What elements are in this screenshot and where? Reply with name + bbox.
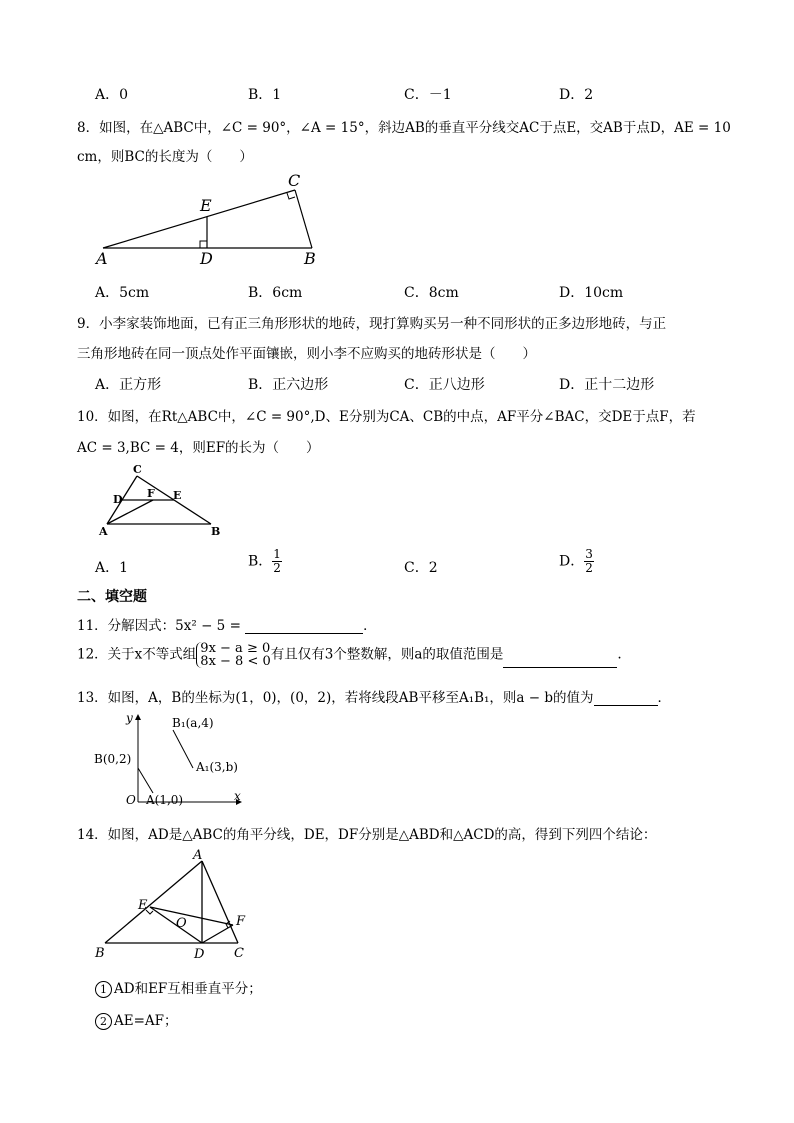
q13-label-b: B(0,2) <box>94 752 132 766</box>
q13-label-b1: B₁(a,4) <box>172 716 214 730</box>
q11-text: 11．分解因式：5x² − 5 = <box>77 618 246 634</box>
q8-option-a: A．5cm <box>95 285 150 301</box>
q11 <box>77 614 377 634</box>
q8-figure <box>90 168 330 268</box>
q9-option-c: C．正八边形 <box>404 377 485 393</box>
q9-option-d: D．正十二边形 <box>559 377 655 393</box>
q10-label-d: D <box>113 493 123 506</box>
denominator: 2 <box>585 561 593 575</box>
q10-option-d-fraction <box>584 548 594 575</box>
q14-label-c: C <box>234 946 244 961</box>
q10-figure <box>95 462 230 542</box>
q8-label-e: E <box>200 196 212 215</box>
q9-stem-line2: 三角形地砖在同一顶点处作平面镶嵌，则小李不应购买的地砖形状是（ ） <box>77 346 536 362</box>
q10-option-b <box>248 548 282 575</box>
q10-option-a: A．1 <box>95 560 129 576</box>
q14-label-f: F <box>236 914 246 929</box>
q13-figure <box>90 708 250 810</box>
circled-number: 1 <box>95 981 112 998</box>
q14-stem: 14．如图，AD是△ABC的角平分线，DE，DF分别是△ABD和△ACD的高，得到下列四个结论： <box>77 827 657 843</box>
q14-conclusion-2-text: AE=AF； <box>114 1013 178 1029</box>
q12-inequality-system <box>196 642 270 668</box>
q11-answer-blank[interactable] <box>245 619 363 634</box>
q8-option-b: B．6cm <box>248 285 303 301</box>
q8-stem-line2: cm，则BC的长度为（ ） <box>77 149 253 165</box>
q7-option-c: C．－1 <box>404 87 452 103</box>
q13-answer-blank[interactable] <box>594 691 658 706</box>
q10-option-d <box>559 548 594 575</box>
q14-label-e: E <box>138 898 148 913</box>
q13-label-y: y <box>126 711 133 725</box>
q13 <box>77 686 671 706</box>
q10-label-b: B <box>211 525 221 538</box>
q8-label-c: C <box>288 171 301 190</box>
q10-option-c: C．2 <box>404 560 438 576</box>
q13-label-a: A(1,0) <box>146 793 184 807</box>
q14-label-d: D <box>194 947 205 962</box>
q9-stem-line1: 9．小李家装饰地面，已有正三角形形状的地砖，现打算购买另一种不同形状的正多边形地砖，与正 <box>77 316 667 332</box>
q10-option-b-fraction <box>272 548 282 575</box>
q12-suffix: 有且仅有3个整数解，则a的取值范围是 <box>270 646 504 663</box>
q14-conclusion-2 <box>95 1009 178 1030</box>
q14-conclusion-1 <box>95 977 262 998</box>
q14-conclusion-1-text: AD和EF互相垂直平分； <box>114 981 262 997</box>
q9-option-b: B．正六边形 <box>248 377 329 393</box>
q14-figure <box>90 845 260 965</box>
q7-option-a: A．0 <box>95 87 129 103</box>
q12-prefix: 12．关于x不等式组 <box>77 646 197 663</box>
q10-option-d-prefix: D． <box>559 553 585 570</box>
q13-end: ． <box>657 690 672 706</box>
q9-option-a: A．正方形 <box>95 377 162 393</box>
q12 <box>77 642 622 668</box>
q10-stem-line1: 10．如图，在Rt△ABC中，∠C = 90°,D、E分别为CA、CB的中点，AF平分∠BAC，交DE于点F，若 <box>77 409 696 425</box>
q8-option-c: C．8cm <box>404 285 459 301</box>
q12-inequality-2: 8x − 8 < 0 <box>200 654 271 669</box>
denominator: 2 <box>273 561 281 575</box>
q14-label-o: O <box>176 916 187 931</box>
q8-stem-line1: 8．如图，在△ABC中，∠C = 90°，∠A = 15°，斜边AB的垂直平分线交AC于点E，交AB于点D，AE = 10 <box>77 120 731 136</box>
q14-label-a: A <box>193 848 203 863</box>
q8-label-a: A <box>96 249 108 268</box>
q10-label-e: E <box>173 489 182 502</box>
q12-inequality-1: 9x − a ≥ 0 <box>200 641 271 656</box>
q10-option-b-prefix: B． <box>248 553 273 570</box>
q8-label-d: D <box>200 249 213 268</box>
numerator: 1 <box>273 547 281 561</box>
q8-option-d: D．10cm <box>559 285 624 301</box>
q7-option-d: D．2 <box>559 87 594 103</box>
q12-end: . <box>617 646 622 663</box>
circled-number: 2 <box>95 1013 112 1030</box>
q13-text: 13．如图，A，B的坐标为(1，0)，(0，2)，若将线段AB平移至A₁B₁，则a − b的值为 <box>77 690 594 706</box>
q13-label-o: O <box>126 793 136 807</box>
q10-label-c: C <box>133 463 142 476</box>
q7-option-b: B．1 <box>248 87 282 103</box>
q11-end: ． <box>363 618 377 634</box>
q10-label-f: F <box>147 487 155 500</box>
q12-answer-blank[interactable] <box>503 653 617 668</box>
q10-label-a: A <box>99 525 108 538</box>
q13-label-a1: A₁(3,b) <box>196 760 238 774</box>
section-title: 二、填空题 <box>77 589 147 605</box>
q14-label-b: B <box>95 946 105 961</box>
numerator: 3 <box>585 547 593 561</box>
q8-label-b: B <box>304 249 316 268</box>
q10-stem-line2: AC = 3,BC = 4，则EF的长为（ ） <box>77 440 320 456</box>
q13-label-x: x <box>234 789 241 803</box>
